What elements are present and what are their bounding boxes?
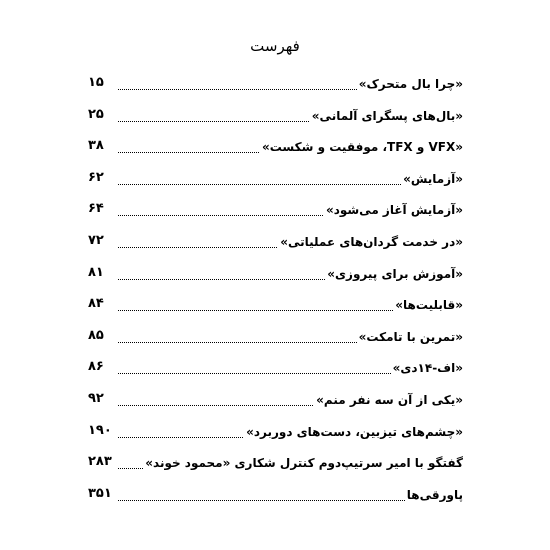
toc-entry-title: «آموزش برای پیروزی» [327, 266, 463, 281]
toc-entry-title: «VFX و TFX، موفقیت و شکست» [261, 140, 463, 155]
toc-entry [88, 323, 463, 355]
toc-entry [88, 260, 463, 292]
toc-entry [88, 291, 463, 323]
toc-entry-page-number: ۸۵ [88, 327, 104, 343]
toc-entry [88, 133, 463, 165]
toc-entry-title: «قابلیت‌ها» [395, 298, 463, 313]
toc-entry [88, 70, 463, 102]
toc-entry [88, 165, 463, 197]
toc-entry [88, 418, 463, 450]
toc-entry-page-number: ۶۴ [88, 201, 104, 217]
toc-entry [88, 102, 463, 134]
toc-entry [88, 354, 463, 386]
toc-entry-page-number: ۷۲ [88, 232, 104, 248]
toc-entry-page-number: ۸۴ [88, 296, 104, 312]
toc-entry-title: «چرا بال متحرک» [358, 77, 463, 91]
toc-entry-page-number: ۳۸ [88, 138, 104, 154]
toc-entry-title: «تمرین با تامکت» [358, 329, 463, 344]
toc-entry-page-number: ۲۵ [88, 106, 104, 122]
toc-entry [88, 228, 463, 260]
toc-entry-page-number: ۳۵۱ [88, 485, 112, 501]
toc-entry-title: «آزمایش آغاز می‌شود» [325, 203, 463, 218]
toc-entry-page-number: ۶۲ [88, 169, 104, 185]
toc-entry-title: «بال‌های پسگرای آلمانی» [311, 108, 463, 123]
toc-entry-title: گفتگو با امیر سرتیپ‌دوم کنترل شکاری «محمود خوند» [145, 456, 463, 471]
toc-entry-page-number: ۸۶ [88, 359, 104, 375]
toc-entry-title: «یکی از آن سه نفر منم» [316, 392, 463, 407]
toc-entry-title: «آزمایش» [403, 171, 463, 186]
toc-list [88, 70, 463, 512]
toc-entry-page-number: ۸۱ [88, 264, 104, 280]
toc-entry [88, 481, 463, 513]
toc-entry-title: «چشم‌های تیزبین، دست‌های دوربرد» [246, 424, 463, 439]
toc-entry-page-number: ۱۹۰ [88, 422, 112, 438]
toc-entry-title: «در خدمت گردان‌های عملیاتی» [280, 234, 463, 249]
toc-entry [88, 386, 463, 418]
toc-entry [88, 449, 463, 481]
toc-entry-page-number: ۹۲ [88, 390, 104, 406]
toc-entry [88, 196, 463, 228]
toc-entry-title: «اف-۱۴دی» [392, 361, 463, 376]
toc-entry-title: پاورقی‌ها [406, 487, 463, 502]
toc-entry-page-number: ۱۵ [88, 75, 104, 90]
page-title: فهرست [250, 37, 300, 55]
toc-entry-page-number: ۲۸۳ [88, 454, 112, 470]
